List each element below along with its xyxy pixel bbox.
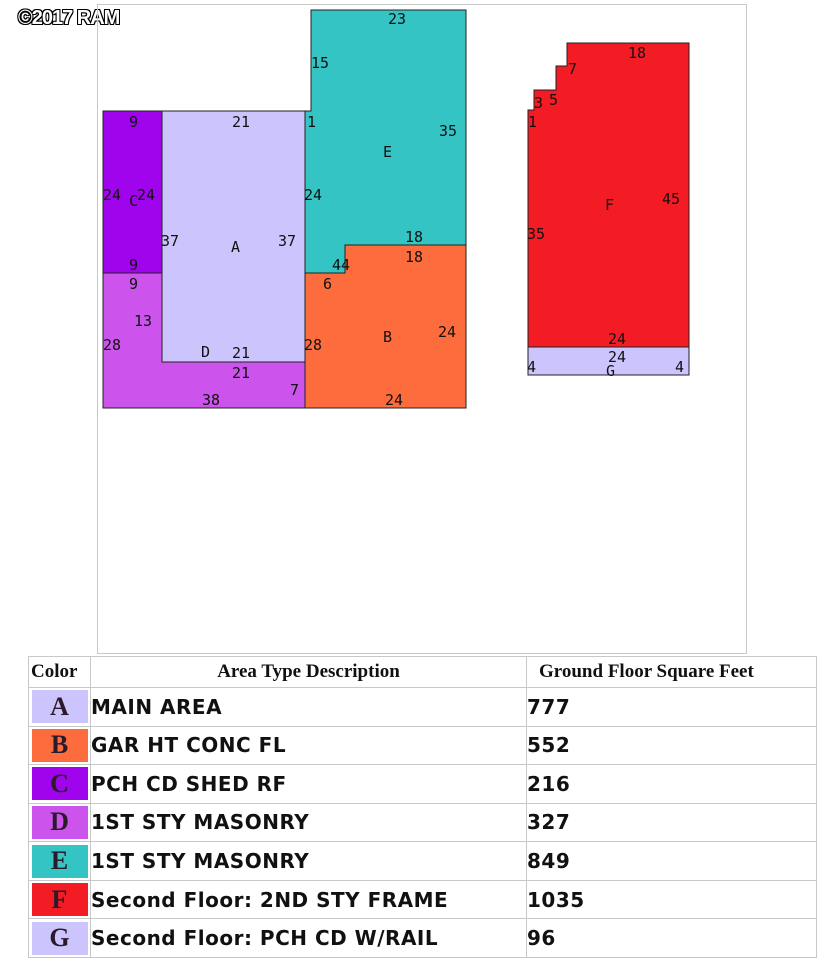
dim-label: 37: [278, 232, 297, 250]
square-feet-value: 327: [527, 803, 817, 842]
dim-label: 24: [103, 186, 122, 204]
color-cell: [29, 688, 91, 727]
dim-label: 45: [662, 190, 681, 208]
dim-label: 9: [129, 256, 139, 274]
legend-header-row: [29, 657, 817, 688]
area-description: Second Floor: PCH CD W/RAIL: [91, 919, 527, 958]
table-row: [29, 842, 817, 881]
dim-label: 21: [232, 344, 251, 362]
dim-label: 13: [134, 312, 153, 330]
dim-label: 38: [202, 391, 221, 409]
dim-label: 21: [232, 113, 251, 131]
table-row: [29, 765, 817, 804]
color-swatch: E: [32, 845, 88, 878]
square-feet-value: 777: [527, 688, 817, 727]
dim-label: 18: [628, 44, 647, 62]
area-label-c: C: [129, 192, 139, 210]
color-swatch: A: [32, 690, 88, 723]
area-label-a: A: [231, 238, 241, 256]
dim-label: 21: [232, 364, 251, 382]
area-label-f: F: [605, 196, 615, 214]
dim-label: 4: [527, 358, 537, 376]
dim-label: 28: [304, 336, 323, 354]
color-cell: [29, 842, 91, 881]
copyright-watermark: ©2017 RAM: [18, 7, 120, 29]
color-swatch: B: [32, 729, 88, 762]
table-row: [29, 919, 817, 958]
dim-label: 24: [304, 186, 323, 204]
dim-label: 1: [528, 113, 538, 131]
dim-label: 24: [137, 186, 156, 204]
area-label-e: E: [383, 143, 393, 161]
dim-label: 9: [129, 113, 139, 131]
dim-label: 24: [438, 323, 457, 341]
dim-label: 35: [527, 225, 546, 243]
area-description: 1ST STY MASONRY: [91, 842, 527, 881]
dim-label: 24: [385, 391, 404, 409]
area-label-b: B: [383, 328, 393, 346]
dim-label: 18: [405, 248, 424, 266]
dim-label: 9: [129, 275, 139, 293]
dim-label: 18: [405, 228, 424, 246]
dim-label: 7: [568, 60, 578, 78]
square-feet-value: 849: [527, 842, 817, 881]
area-label-g: G: [606, 362, 616, 380]
header-description: Area Type Description: [91, 657, 527, 688]
dim-label: 44: [332, 256, 351, 274]
dim-label: 1: [307, 113, 317, 131]
dim-label: 37: [161, 232, 180, 250]
area-description: MAIN AREA: [91, 688, 527, 727]
color-cell: [29, 726, 91, 765]
color-cell: [29, 919, 91, 958]
dim-label: 4: [675, 358, 685, 376]
color-swatch: D: [32, 806, 88, 839]
header-square-feet: Ground Floor Square Feet: [527, 657, 817, 688]
area-description: Second Floor: 2ND STY FRAME: [91, 880, 527, 919]
square-feet-value: 1035: [527, 880, 817, 919]
dim-label: 7: [290, 381, 300, 399]
area-legend-table: [28, 656, 817, 958]
table-row: [29, 726, 817, 765]
dim-label: 3: [534, 94, 544, 112]
dim-label: 15: [311, 54, 330, 72]
color-swatch: F: [32, 883, 88, 916]
square-feet-value: 216: [527, 765, 817, 804]
area-e-shape: [305, 10, 466, 273]
color-swatch: G: [32, 922, 88, 955]
square-feet-value: 96: [527, 919, 817, 958]
dim-label: 35: [439, 122, 458, 140]
color-cell: [29, 803, 91, 842]
dim-label: 5: [549, 91, 559, 109]
color-swatch: C: [32, 767, 88, 800]
square-feet-value: 552: [527, 726, 817, 765]
color-cell: [29, 765, 91, 804]
table-row: [29, 688, 817, 727]
dim-label: 28: [103, 336, 122, 354]
table-row: [29, 880, 817, 919]
header-color: Color: [29, 657, 91, 688]
area-label-d: D: [201, 343, 211, 361]
color-cell: [29, 880, 91, 919]
dim-label: 24: [608, 330, 627, 348]
area-description: GAR HT CONC FL: [91, 726, 527, 765]
dim-label: 23: [388, 10, 407, 28]
dim-label: 6: [323, 275, 333, 293]
table-row: [29, 803, 817, 842]
dim-label: 24: [608, 348, 627, 366]
area-description: PCH CD SHED RF: [91, 765, 527, 804]
area-description: 1ST STY MASONRY: [91, 803, 527, 842]
